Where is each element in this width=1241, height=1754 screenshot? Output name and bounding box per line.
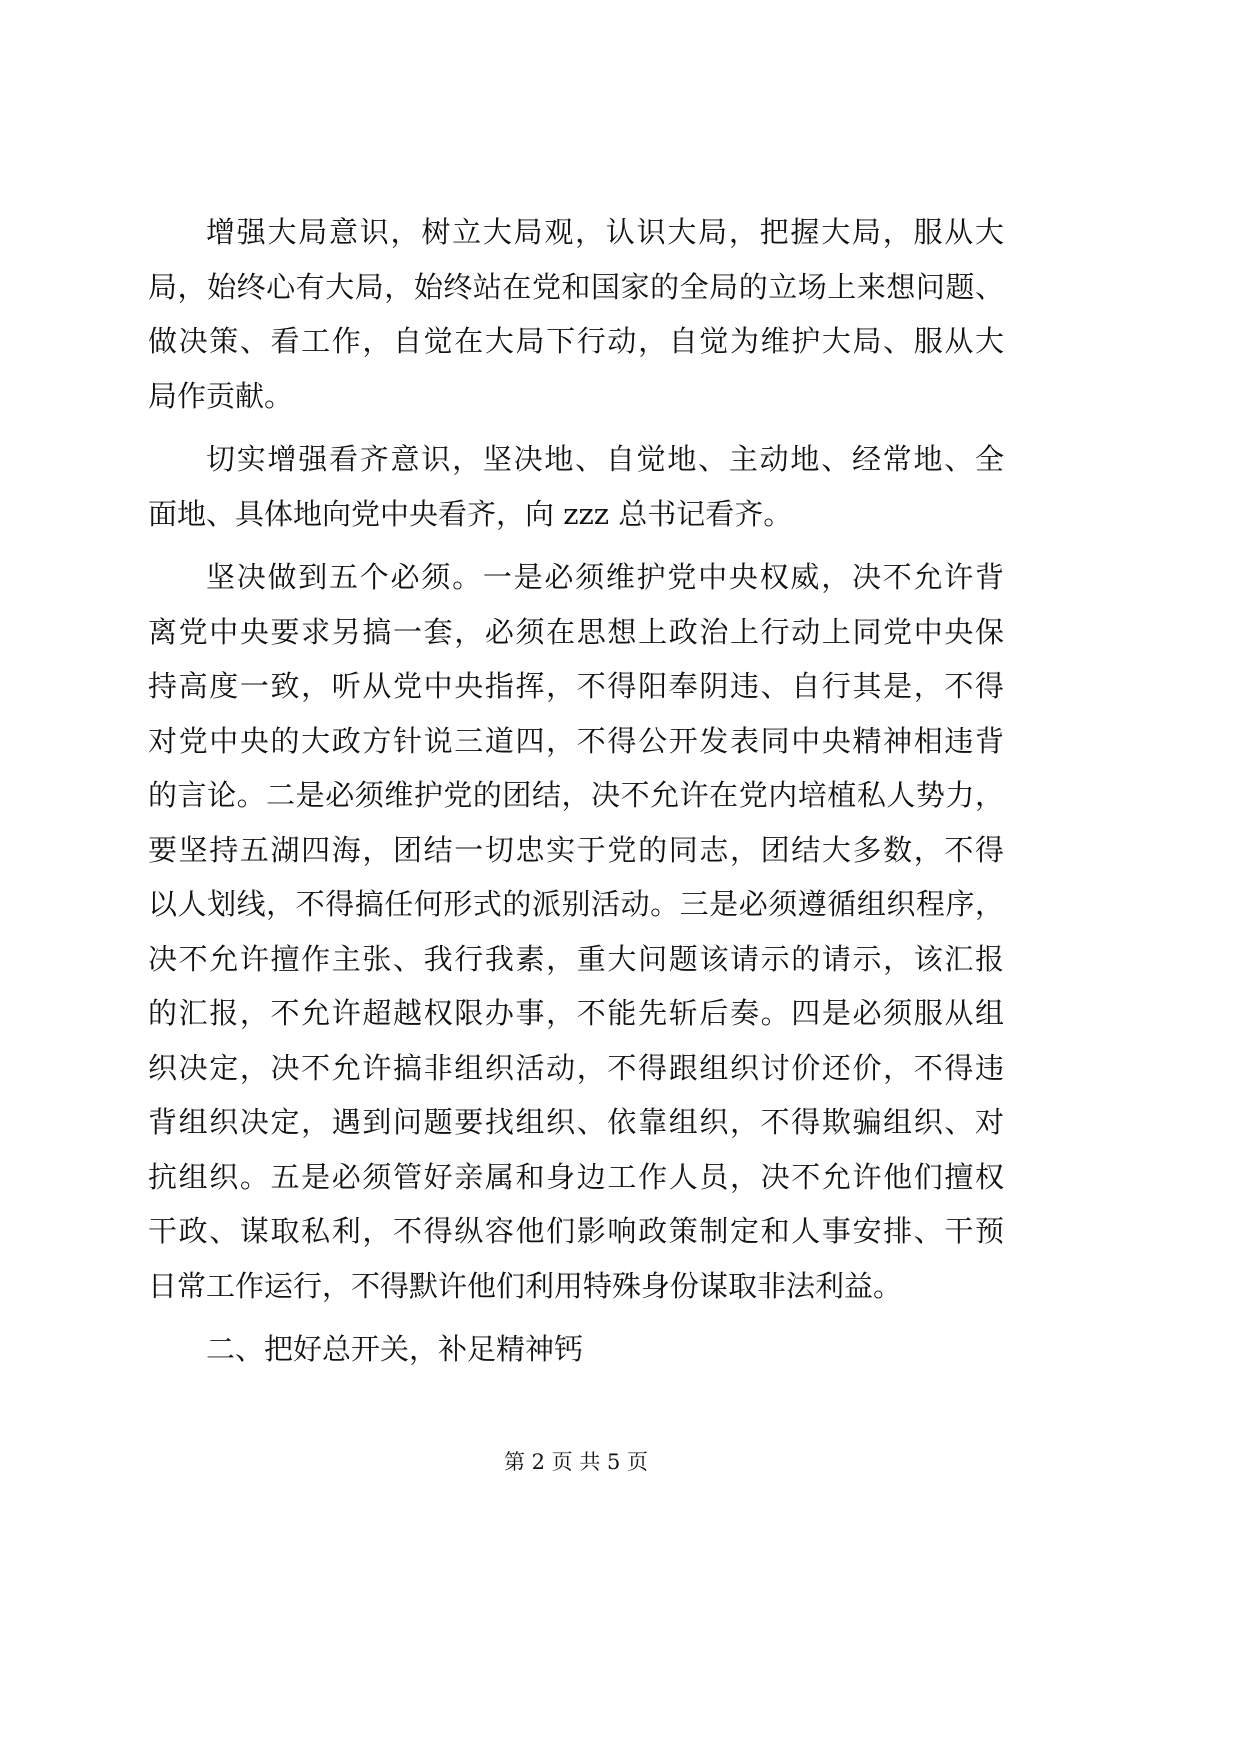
paragraph-five-musts bbox=[148, 550, 1004, 1313]
text-line: 日常工作运行，不得默许他们利用特殊身份谋取非法利益。 bbox=[148, 1268, 903, 1303]
page-footer: 第 2 页 共 5 页 bbox=[503, 1450, 649, 1474]
text-line: 离党中央要求另搞一套，必须在思想上政治上行动上同党中央保 bbox=[148, 614, 1004, 649]
text-line: 局，始终心有大局，始终站在党和国家的全局的立场上来想问题、 bbox=[148, 269, 1004, 304]
text-line: 面地、具体地向党中央看齐，向 zzz 总书记看齐。 bbox=[148, 496, 793, 531]
text-line: 局作贡献。 bbox=[148, 378, 294, 413]
text-line: 对党中央的大政方针说三道四，不得公开发表同中央精神相违背 bbox=[148, 723, 1004, 758]
text-line: 切实增强看齐意识，坚决地、自觉地、主动地、经常地、全 bbox=[206, 442, 1004, 476]
text-line: 要坚持五湖四海，团结一切忠实于党的同志，团结大多数，不得 bbox=[148, 832, 1004, 867]
paragraph-overall-awareness bbox=[148, 205, 1004, 423]
text-line: 坚决做到五个必须。一是必须维护党中央权威，决不允许背 bbox=[206, 560, 1004, 594]
text-line: 以人划线，不得搞任何形式的派别活动。三是必须遵循组织程序， bbox=[148, 887, 1004, 921]
text-line: 的汇报，不允许超越权限办事，不能先斩后奏。四是必须服从组 bbox=[148, 996, 1004, 1030]
section-heading bbox=[148, 1322, 1004, 1377]
text-line: 决不允许擅作主张、我行我素，重大问题该请示的请示，该汇报 bbox=[148, 941, 1004, 976]
section-heading-text: 二、把好总开关，补足精神钙 bbox=[206, 1332, 584, 1366]
text-line: 织决定，决不允许搞非组织活动，不得跟组织讨价还价，不得违 bbox=[148, 1050, 1004, 1085]
document-body bbox=[148, 205, 1004, 1377]
text-line: 持高度一致，听从党中央指挥，不得阳奉阴违、自行其是，不得 bbox=[148, 669, 1004, 703]
text-line: 抗组织。五是必须管好亲属和身边工作人员，决不允许他们擅权 bbox=[148, 1159, 1004, 1194]
text-line: 干政、谋取私利，不得纵容他们影响政策制定和人事安排、干预 bbox=[148, 1214, 1004, 1248]
text-line: 增强大局意识，树立大局观，认识大局，把握大局，服从大 bbox=[206, 215, 1004, 249]
text-line: 背组织决定，遇到问题要找组织、依靠组织，不得欺骗组织、对 bbox=[148, 1105, 1004, 1139]
paragraph-alignment-awareness bbox=[148, 432, 1004, 541]
text-line: 的言论。二是必须维护党的团结，决不允许在党内培植私人势力， bbox=[148, 778, 1004, 812]
text-line: 做决策、看工作，自觉在大局下行动，自觉为维护大局、服从大 bbox=[148, 324, 1004, 358]
